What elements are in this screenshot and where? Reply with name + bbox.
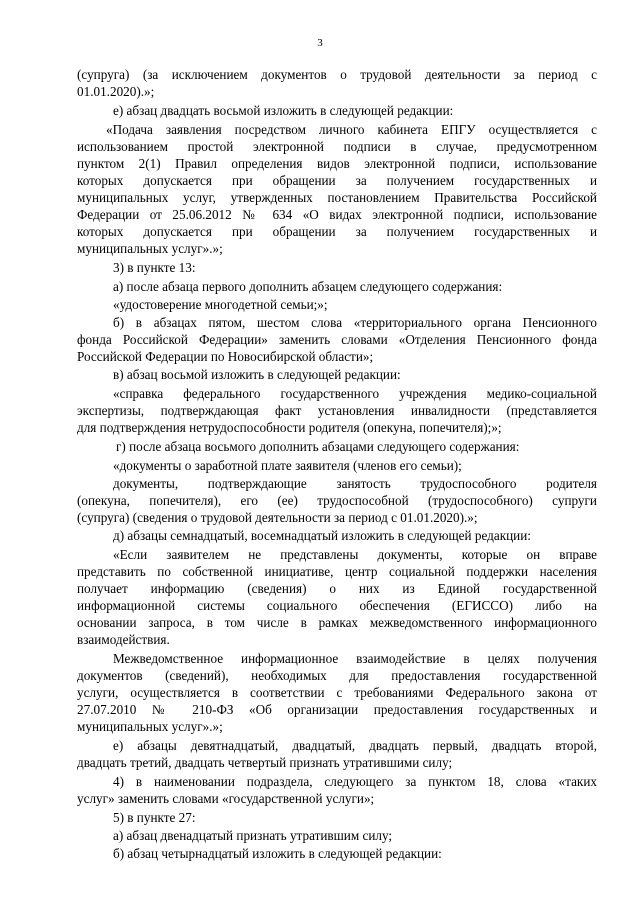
text-line: «Подача заявления посредством личного кабинета ЕПГУ осуществляется с (106, 122, 597, 137)
text-line: «справка федерального государственного учреждения медико-социальной (113, 386, 597, 401)
text-line: которых допускается при обращении за получением государственных и (77, 173, 597, 188)
text-line: услуги, осуществляется в соответствии с требованиями Федерального закона от (77, 685, 597, 700)
text-line: а) абзац двенадцатый признать утратившим силу; (113, 828, 393, 843)
text-line: муниципальных услуг, утвержденных постановлением Правительства Российской (77, 190, 597, 205)
text-line: муниципальных услуг».»; (77, 719, 223, 734)
text-line: «Если заявителем не представлены документы, которые он вправе (113, 547, 597, 562)
text-line: которых допускается при обращении за получением государственных и (77, 224, 597, 239)
text-line: (супруга) (за исключением документов о трудовой деятельности за период с (77, 67, 597, 82)
text-line: 01.01.2020).»; (77, 84, 155, 99)
text-line: фонда Российской Федерации» заменить словами «Отделения Пенсионного фонда (77, 332, 597, 347)
text-line: Межведомственное информационное взаимодействие в целях получения (113, 651, 597, 666)
text-line: а) после абзаца первого дополнить абзацем следующего содержания: (113, 279, 503, 294)
text-line: «документы о заработной плате заявителя (членов его семьи); (113, 458, 462, 473)
text-line: 3) в пункте 13: (113, 260, 196, 275)
text-line: документы, подтверждающие занятость трудоспособного родителя (113, 476, 597, 491)
text-line: взаимодействия. (77, 632, 170, 647)
text-line: Российской Федерации по Новосибирской области»; (77, 349, 374, 364)
text-line: в) абзац восьмой изложить в следующей редакции: (113, 367, 401, 382)
text-line: 5) в пункте 27: (113, 810, 196, 825)
text-line: 27.07.2010 № 210-ФЗ «Об организации предоставления государственных и (77, 702, 597, 717)
text-line: Федерации от 25.06.2012 № 634 «О видах электронной подписи, использование (77, 207, 597, 222)
text-line: муниципальных услуг».»; (77, 241, 223, 256)
text-line: д) абзацы семнадцатый, восемнадцатый изложить в следующей редакции: (113, 528, 531, 543)
text-line: б) в абзацах пятом, шестом слова «территориального органа Пенсионного (113, 315, 597, 330)
text-line: двадцать третий, двадцать четвертый признать утратившими силу; (77, 755, 453, 770)
text-line: получает информацию (сведения) о них из Единой государственной (77, 581, 597, 596)
text-line: е) абзац двадцать восьмой изложить в следующей редакции: (113, 103, 454, 118)
text-line: г) после абзаца восьмого дополнить абзацами следующего содержания: (116, 439, 520, 454)
text-line: «удостоверение многодетной семьи;»; (113, 297, 328, 312)
text-line: информационной системы социального обеспечения (ЕГИССО) либо на (77, 598, 597, 613)
text-line: услуг» заменить словами «государственной услуги»; (77, 791, 375, 806)
text-line: для подтверждения нетрудоспособности родителя (опекуна, попечителя);»; (77, 420, 502, 435)
text-line: 4) в наименовании подраздела, следующего за пунктом 18, слова «таких (113, 774, 597, 789)
text-line: основании запроса, в том числе в рамках межведомственного информационного (77, 615, 597, 630)
text-line: пунктом 2(1) Правил определения видов электронной подписи, использование (77, 156, 597, 171)
text-line: е) абзацы девятнадцатый, двадцатый, двадцать первый, двадцать второй, (113, 738, 597, 753)
text-line: (опекуна, попечителя), его (ее) трудоспособной (трудоспособного) супруги (77, 493, 597, 508)
text-line: использованием простой электронной подписи в случае, предусмотренном (77, 139, 597, 154)
page-number: 3 (317, 37, 323, 49)
text-line: б) абзац четырнадцатый изложить в следующей редакции: (113, 846, 442, 861)
text-line: документов (сведений), необходимых для предоставления государственной (77, 668, 597, 683)
text-line: представить по собственной инициативе, центр социальной поддержки населения (77, 564, 597, 579)
text-line: (супруга) (сведения о трудовой деятельности за период с 01.01.2020).»; (77, 510, 478, 525)
text-line: экспертизы, подтверждающая факт установления инвалидности (представляется (77, 403, 597, 418)
